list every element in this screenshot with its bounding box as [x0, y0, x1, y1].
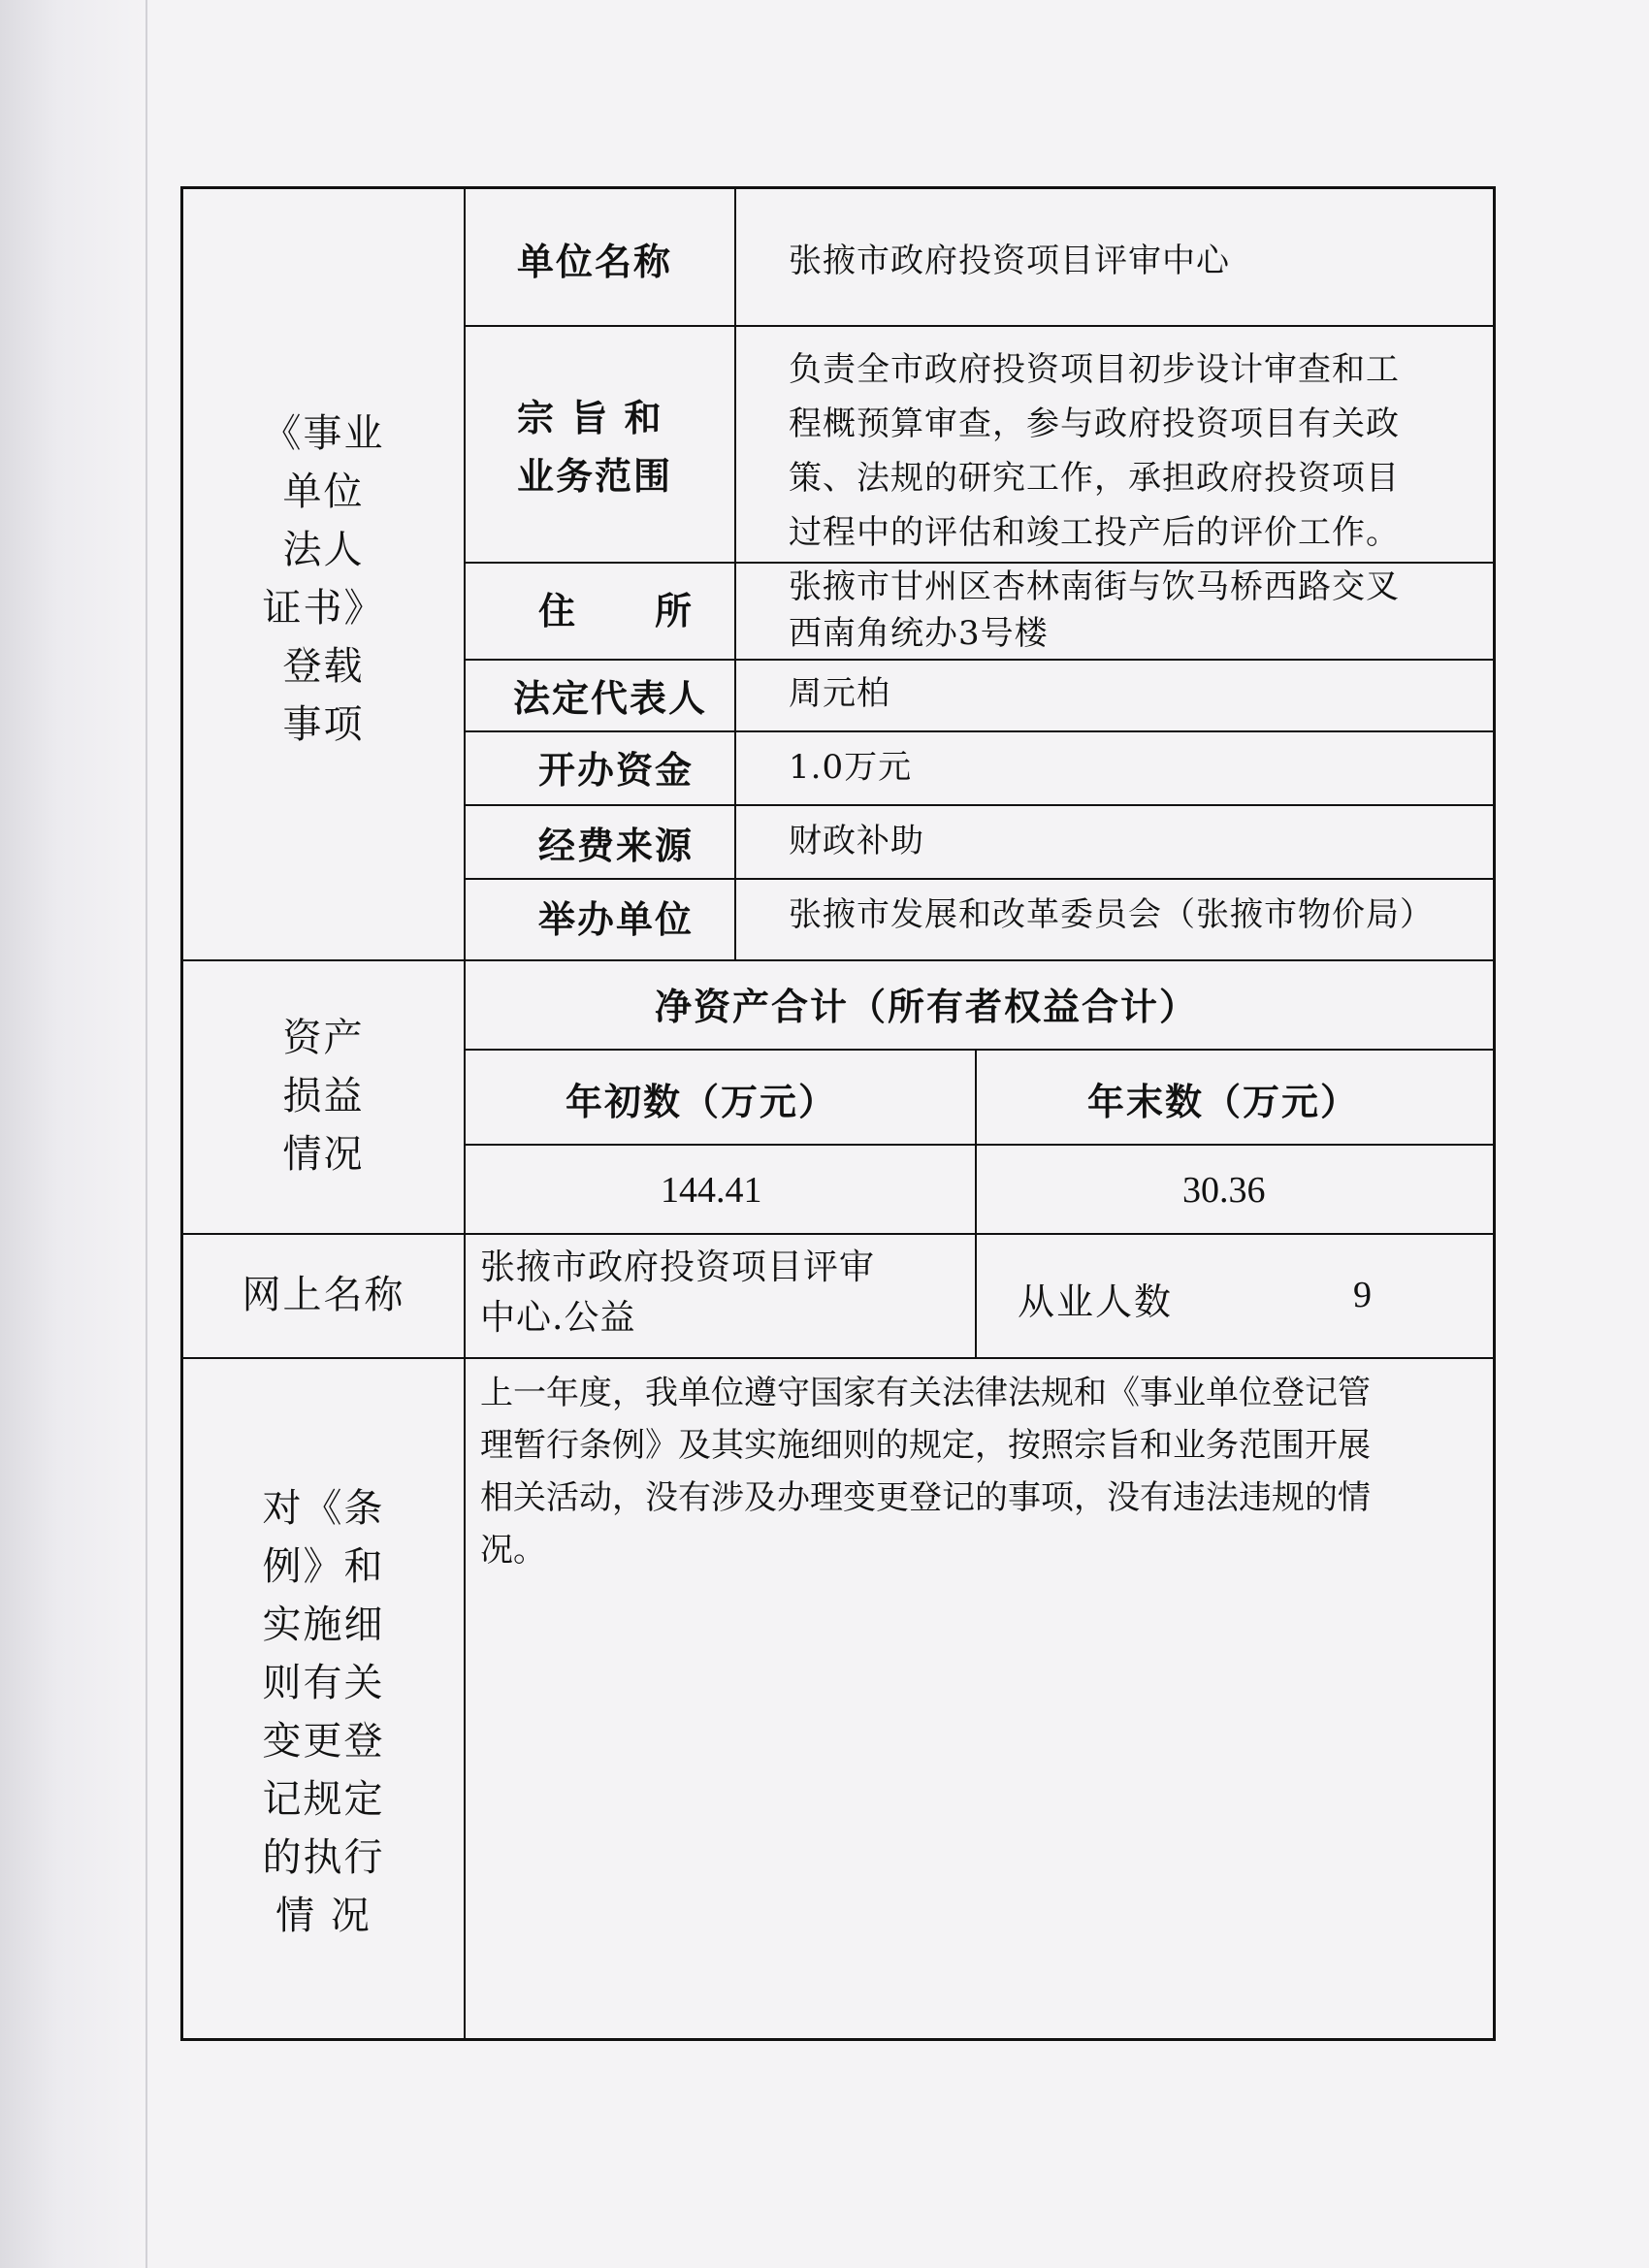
row-line [464, 1049, 1493, 1051]
purpose-value: 负责全市政府投资项目初步设计审查和工 程概预算审查，参与政府投资项目有关政 策、法规的研究工作，承担政府投资项目 过程中的评估和竣工投产后的评价工作。 [789, 350, 1400, 552]
row-line [464, 804, 1493, 806]
year-end-label: 年末数（万元） [1087, 1080, 1360, 1123]
binding-fold [146, 0, 147, 2268]
sponsor-value: 张掖市发展和改革委员会（张掖市物价局） [789, 895, 1434, 934]
unit-name-value: 张掖市政府投资项目评审中心 [789, 242, 1230, 280]
row-line [464, 659, 1493, 661]
compliance-text: 上一年度，我单位遵守国家有关法律法规和《事业单位登记管 理暂行条例》及其实施细则的规定，按照宗旨和业务范围开展 相关活动，没有涉及办理变更登记的事项，没有违法违规的情 况。 [480, 1374, 1371, 1570]
page-edge-shadow [0, 0, 146, 2268]
assets-inner-divider [975, 1049, 977, 1233]
funding-value: 财政补助 [789, 822, 924, 860]
staff-count-label: 从业人数 [1018, 1280, 1174, 1323]
compliance-section-label: 对《条 例》和 实施细 则有关 变更登 记规定 的执行 情 况 [262, 1486, 385, 1938]
annual-report-table [180, 186, 1496, 2041]
row-line [464, 1144, 1493, 1146]
online-name-value: 张掖市政府投资项目评审 中心.公益 [480, 1247, 876, 1338]
sponsor-label: 举办单位 [538, 897, 695, 941]
address-label: 住 所 [538, 589, 695, 632]
section-line [183, 1357, 1493, 1359]
left-column-divider [464, 189, 466, 2038]
section-line [183, 959, 1493, 961]
registration-section-label: 《事业 单位 法人 证书》 登载 事项 [262, 411, 385, 747]
unit-name-label: 单位名称 [517, 240, 673, 283]
legal-rep-label: 法定代表人 [513, 676, 708, 720]
legal-rep-value: 周元柏 [789, 674, 890, 713]
row-line [464, 730, 1493, 732]
assets-section-label: 资产 损益 情况 [282, 1016, 365, 1177]
purpose-label: 宗 旨 和 业务范围 [517, 396, 673, 498]
address-value: 张掖市甘州区杏林南街与饮马桥西路交叉 西南角统办3号楼 [789, 567, 1400, 653]
year-start-label: 年初数（万元） [566, 1080, 838, 1123]
online-inner-divider [975, 1233, 977, 1357]
row-line [464, 878, 1493, 880]
net-assets-title: 净资产合计（所有者权益合计） [655, 985, 1199, 1028]
online-name-label: 网上名称 [242, 1273, 405, 1317]
capital-value: 1.0万元 [789, 748, 913, 787]
funding-label: 经费来源 [538, 824, 695, 867]
staff-count-value: 9 [1353, 1275, 1372, 1315]
registration-inner-divider [734, 189, 736, 959]
year-end-value: 30.36 [1182, 1170, 1266, 1211]
section-line [183, 1233, 1493, 1235]
row-line [464, 325, 1493, 327]
year-start-value: 144.41 [661, 1170, 762, 1211]
capital-label: 开办资金 [538, 748, 695, 792]
